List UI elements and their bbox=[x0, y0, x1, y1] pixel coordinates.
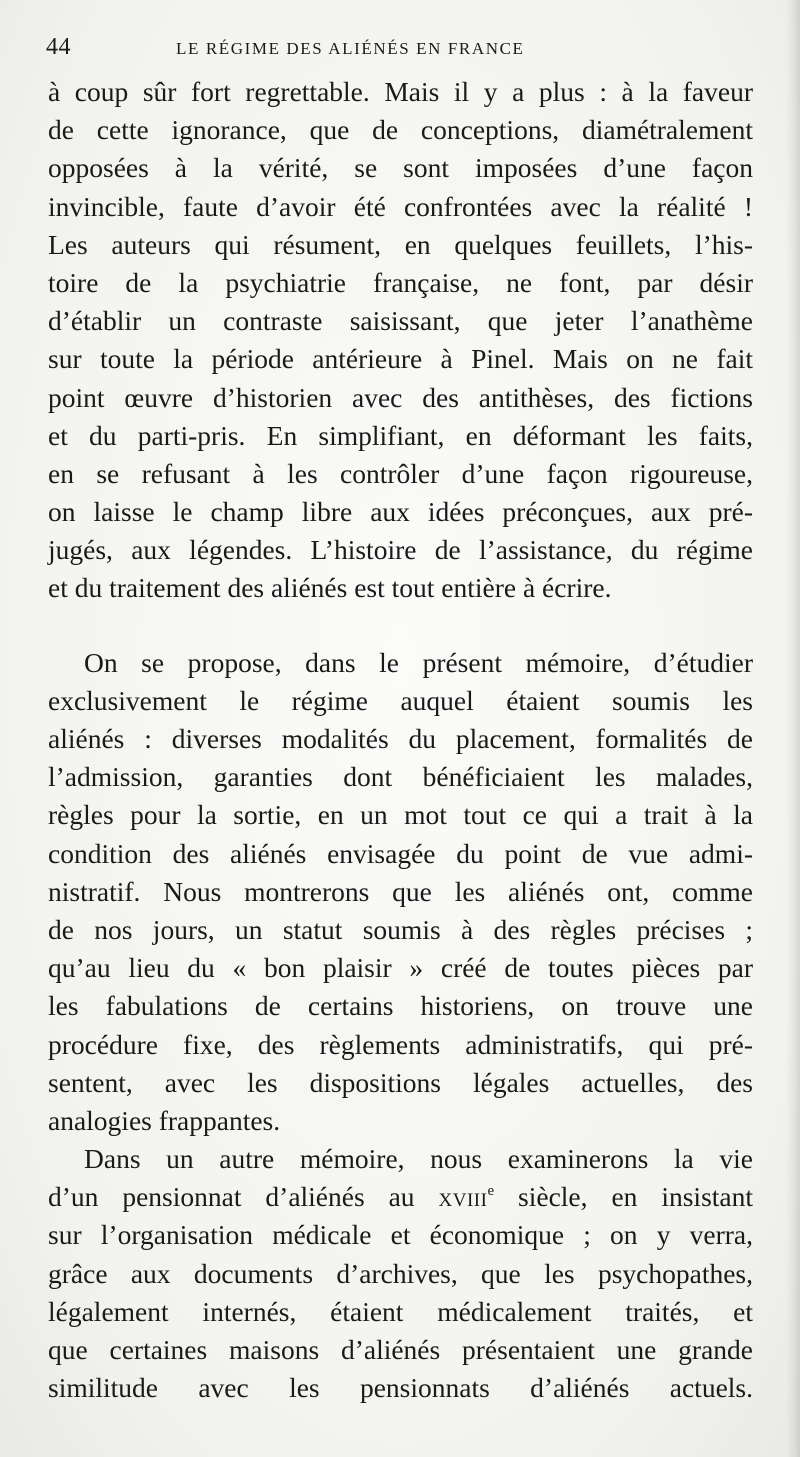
text-line bbox=[48, 1178, 753, 1216]
text-line: on laisse le champ libre aux idées préconçues, aux pré- bbox=[48, 496, 753, 528]
text-line: de nos jours, un statut soumis à des règles précises ; bbox=[48, 913, 753, 945]
text-line: à coup sûr fort regrettable. Mais il y a plus : à la faveur bbox=[48, 76, 753, 107]
text-line: d’établir un contraste saisissant, que jeter l’anathème bbox=[48, 305, 753, 337]
text-line: similitude avec les pensionnats d’aliénés actuels. bbox=[48, 1372, 753, 1404]
text-line: de cette ignorance, que de conceptions, diamétralement bbox=[48, 114, 753, 146]
text-span: d’un pensionnat d’aliénés au bbox=[48, 1181, 439, 1213]
running-title: LE RÉGIME DES ALIÉNÉS EN FRANCE bbox=[176, 39, 525, 58]
century-numeral: xviii bbox=[438, 1181, 488, 1213]
text-line: les fabulations de certains historiens, on trouve une bbox=[48, 990, 753, 1022]
text-line: règles pour la sortie, en un mot tout ce qui a trait à la bbox=[48, 799, 753, 831]
text-line: légalement internés, étaient médicalement traités, et bbox=[48, 1295, 753, 1327]
text-line: point œuvre d’historien avec des antithèses, des fictions bbox=[48, 381, 753, 413]
text-line: aliénés : diverses modalités du placement, formalités de bbox=[48, 723, 753, 754]
text-line: condition des aliénés envisagée du point de vue admi- bbox=[48, 837, 753, 869]
text-line: Les auteurs qui résument, en quelques feuillets, l’his- bbox=[48, 228, 753, 260]
text-line: l’admission, garanties dont bénéficiaient les malades, bbox=[48, 761, 753, 793]
text-line: et du traitement des aliénés est tout entière à écrire. bbox=[48, 572, 612, 604]
paragraph-continued bbox=[48, 73, 753, 608]
text-line: sentent, avec les dispositions légales actuelles, des bbox=[48, 1066, 753, 1098]
page-edge-shadow bbox=[786, 0, 800, 1457]
text-line: qu’au lieu du « bon plaisir » créé de toutes pièces par bbox=[48, 952, 753, 984]
paragraph bbox=[48, 1140, 753, 1407]
text-line: grâce aux documents d’archives, que les psychopathes, bbox=[48, 1257, 753, 1289]
text-line: opposées à la vérité, se sont imposées d’une façon bbox=[48, 152, 753, 184]
text-line: analogies frappantes. bbox=[48, 1104, 281, 1136]
text-line: sur l’organisation médicale et économique ; on y verra, bbox=[48, 1219, 753, 1251]
paragraph-gap bbox=[48, 608, 753, 644]
text-line: que certaines maisons d’aliénés présentaient une grande bbox=[48, 1334, 753, 1365]
text-line: On se propose, dans le présent mémoire, d’étudier bbox=[84, 646, 753, 678]
text-line: Dans un autre mémoire, nous examinerons la vie bbox=[84, 1143, 753, 1175]
text-line: sur toute la période antérieure à Pinel. Mais on ne fait bbox=[48, 343, 753, 375]
text-line: en se refusant à les contrôler d’une façon rigoureuse, bbox=[48, 457, 753, 489]
page-number: 44 bbox=[46, 34, 71, 60]
text-line: et du parti-pris. En simplifiant, en déformant les faits, bbox=[48, 419, 753, 451]
running-header bbox=[46, 34, 750, 64]
text-line: jugés, aux légendes. L’histoire de l’assistance, du régime bbox=[48, 534, 753, 566]
text-line: procédure fixe, des règlements administratifs, qui pré- bbox=[48, 1028, 753, 1060]
body-text bbox=[48, 73, 753, 1407]
paragraph bbox=[48, 644, 753, 1140]
text-span: siècle, en insistant bbox=[494, 1181, 754, 1213]
text-line: nistratif. Nous montrerons que les aliénés ont, comme bbox=[48, 875, 753, 907]
text-line: invincible, faute d’avoir été confrontées avec la réalité ! bbox=[48, 190, 753, 222]
text-line: exclusivement le régime auquel étaient soumis les bbox=[48, 684, 753, 716]
text-line: toire de la psychiatrie française, ne font, par désir bbox=[48, 266, 753, 298]
century-superscript: e bbox=[487, 1183, 495, 1200]
